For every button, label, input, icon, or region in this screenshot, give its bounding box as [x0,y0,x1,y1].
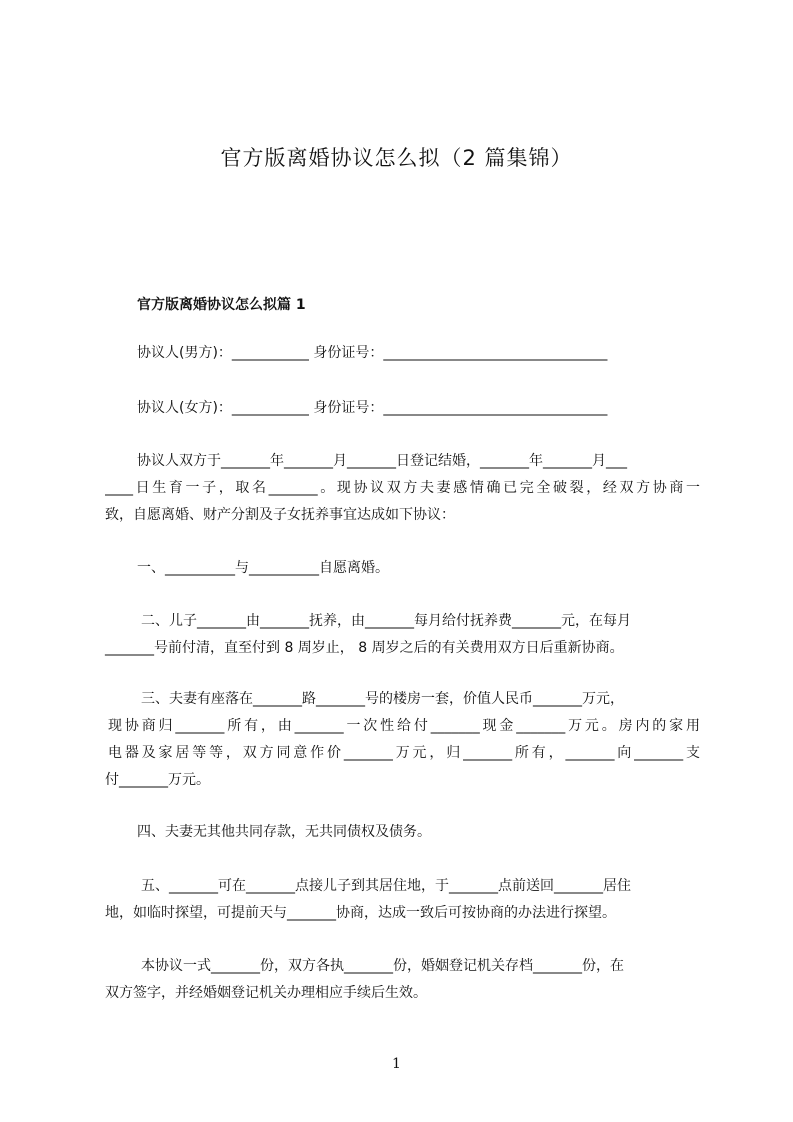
clause-5-line-1: 五、_______可在_______点接儿子到其居住地，于_______点前送回_______居住 [141,878,631,894]
clause-4: 四、夫妻无其他共同存款，无共同债权及债务。 [137,824,431,840]
clause-2-line-1: 二、儿子_______由_______抚养，由_______每月给付抚养费_______元，在每月 [141,613,631,629]
clause-3-line-4: 付_______万元。 [105,772,210,788]
page-number: 1 [392,1056,401,1072]
clause-3-line-1: 三、夫妻有座落在_______路_______号的楼房一套，价值人民币_______万元， [141,691,624,707]
party-female-line: 协议人(女方)：___________ 身份证号：________________________________ [137,400,608,416]
closing-line-2: 双方签字，并经婚姻登记机关办理相应手续后生效。 [105,985,427,1001]
clause-1: 一、__________与__________自愿离婚。 [137,560,389,576]
marriage-para-line-3: 致，自愿离婚、财产分割及子女抚养事宜达成如下协议： [105,507,455,523]
marriage-para-line-1: 协议人双方于_______年_______月_______日登记结婚，_______年_______月___ [137,453,627,469]
clause-3-line-2: 现协商归_______所有，由_______一次性给付_______现金_______万元。房内的家用 [108,718,700,734]
clause-5-line-2: 地，如临时探望，可提前天与_______协商，达成一致后可按协商的办法进行探望。 [105,905,616,921]
clause-3-line-3: 电器及家居等等，双方同意作价_______万元，归_______所有，_______向_______支 [108,745,700,761]
document-title: 官方版离婚协议怎么拟（2 篇集锦） [220,146,573,170]
closing-line-1: 本协议一式_______份，双方各执_______份，婚姻登记机关存档_______份，在 [141,958,624,974]
party-male-line: 协议人(男方)：___________ 身份证号：________________________________ [137,345,608,361]
marriage-para-line-2: ____日生育一子，取名_______。现协议双方夫妻感情确已完全破裂，经双方协商一 [105,480,700,496]
section-title: 官方版离婚协议怎么拟篇 1 [137,297,306,313]
clause-2-line-2: _______号前付清，直至付到 8 周岁止， 8 周岁之后的有关费用双方日后重新协商。 [105,640,624,656]
